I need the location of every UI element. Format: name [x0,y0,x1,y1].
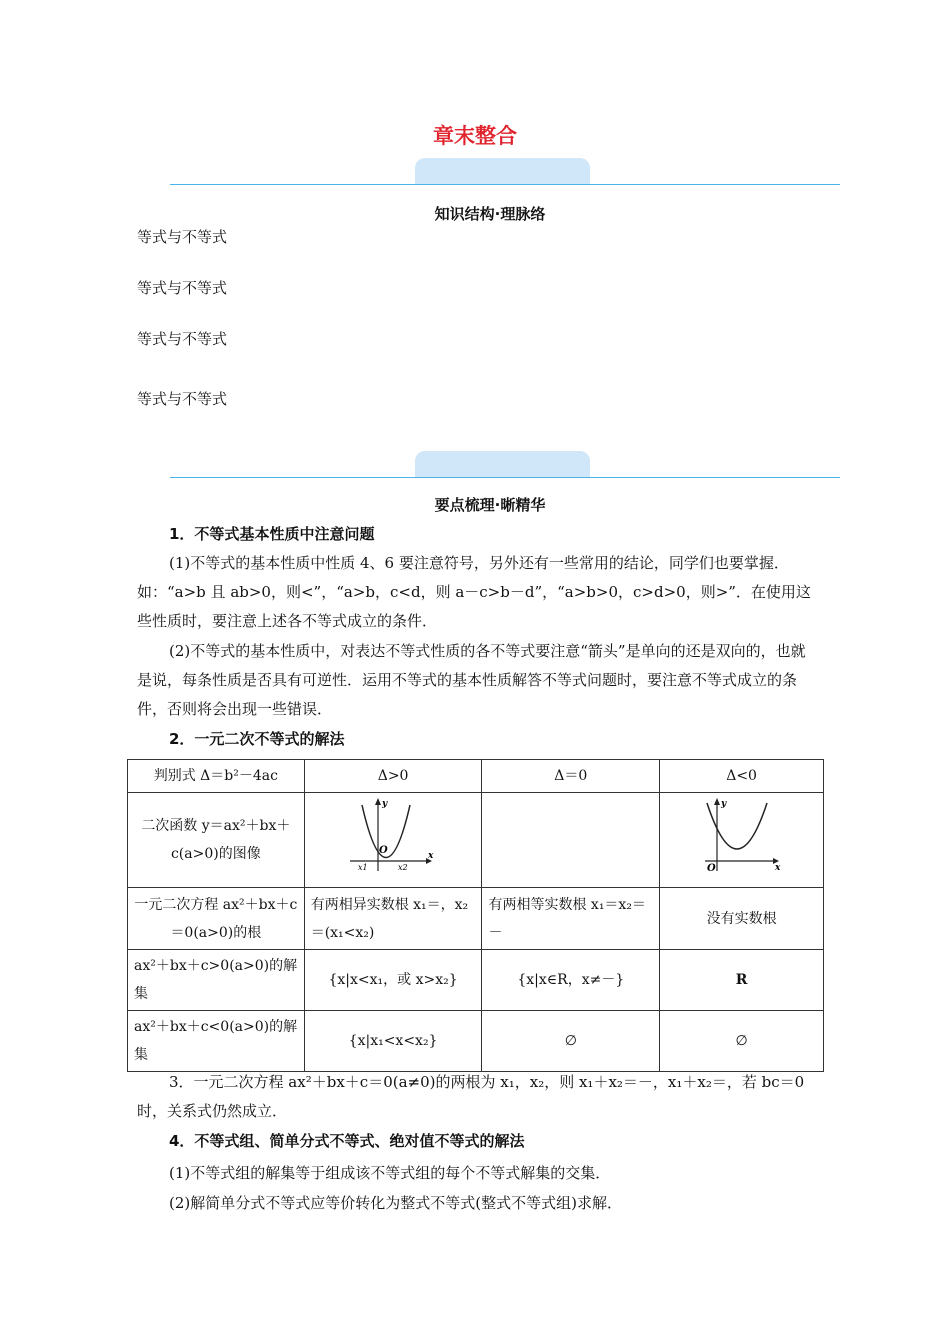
axis-y-label: y [382,799,388,809]
graph-cell-no-root [660,793,824,888]
quadratic-inequality-table [127,759,824,1072]
root-x1-label: x1 [358,863,368,872]
structure-line: 等式与不等式 [137,279,228,297]
parabola-no-root-graph [697,795,787,875]
table-cell: ax²＋bx＋c>0(a>0)的解集 [128,950,305,1011]
table-row [128,950,824,1011]
origin-label: O [379,845,388,856]
structure-line: 等式与不等式 [137,330,228,348]
section-title-points: 要点梳理·晰精华 [434,496,546,514]
paragraph-3: 3．一元二次方程 ax²＋bx＋c＝0(a≠0)的两根为 x₁，x₂，则 x₁＋x₂＝－，x₁＋x₂＝，若 bc＝0 时，关系式仍然成立． [137,1073,805,1120]
graph-cell-two-roots [304,793,482,888]
table-cell: {x|x₁<x<x₂} [304,1011,482,1072]
structure-line: 等式与不等式 [137,390,228,408]
paragraph-1: (1)不等式的基本性质中性质 4、6 要注意符号，另外还有一些常用的结论，同学们也要掌握．如：“a>b 且 ab>0，则<”，“a>b，c<d，则 a－c>b－d”，“a>b>0，c>d>0，则>”．在使用这些性质时，要注意上述各不等式成立的条件． [137,554,811,630]
table-cell: {x|x<x₁，或 x>x₂} [304,950,482,1011]
table-cell: 没有实数根 [660,888,824,950]
section-title-knowledge: 知识结构·理脉络 [434,205,546,223]
section-header-tab [415,451,590,477]
axis-y-label: y [720,799,726,809]
table-cell: 二次函数 y＝ax²＋bx＋c(a>0)的图像 [128,793,305,888]
parabola-two-roots-graph [348,795,438,875]
heading-4: 4．不等式组、简单分式不等式、绝对值不等式的解法 [169,1132,525,1150]
table-cell: Δ<0 [660,760,824,793]
structure-line: 等式与不等式 [137,228,228,246]
table-row [128,888,824,950]
paragraph-5: (2)解简单分式不等式应等价转化为整式不等式(整式不等式组)求解． [169,1194,622,1212]
paragraph-4: (1)不等式组的解集等于组成该不等式组的每个不等式解集的交集． [169,1164,611,1182]
table-cell: R [660,950,824,1011]
table-cell: ax²＋bx＋c<0(a>0)的解集 [128,1011,305,1072]
table-cell: 判别式 Δ＝b²－4ac [128,760,305,793]
origin-label: O [706,863,716,874]
table-cell: 一元二次方程 ax²＋bx＋c＝0(a>0)的根 [128,888,305,950]
page-title: 章末整合 [433,124,517,148]
section-divider [170,477,840,478]
table-cell: ∅ [660,1011,824,1072]
paragraph-2: (2)不等式的基本性质中，对表达不等式性质的各不等式要注意“箭头”是单向的还是双向的，也就是说，每条性质是否具有可逆性．运用不等式的基本性质解答不等式问题时，要注意不等式成立的条件，否则将会出现一些错误． [137,642,806,718]
section-divider [170,184,840,185]
axis-x-label: x [428,851,434,861]
root-x2-label: x2 [398,863,408,872]
table-row [128,760,824,793]
table-row [128,793,824,888]
table-cell: Δ>0 [304,760,482,793]
graph-cell-one-root [482,793,660,888]
heading-2: 2．一元二次不等式的解法 [169,730,345,748]
table-cell: Δ＝0 [482,760,660,793]
table-cell: 有两相异实数根 x₁＝，x₂＝(x₁<x₂) [304,888,482,950]
axis-x-label: x [774,863,780,873]
table-cell: 有两相等实数根 x₁＝x₂＝－ [482,888,660,950]
table-cell: ∅ [482,1011,660,1072]
table-row [128,1011,824,1072]
table-cell: {x|x∈R，x≠－} [482,950,660,1011]
section-header-tab [415,158,590,184]
heading-1: 1．不等式基本性质中注意问题 [169,525,375,543]
